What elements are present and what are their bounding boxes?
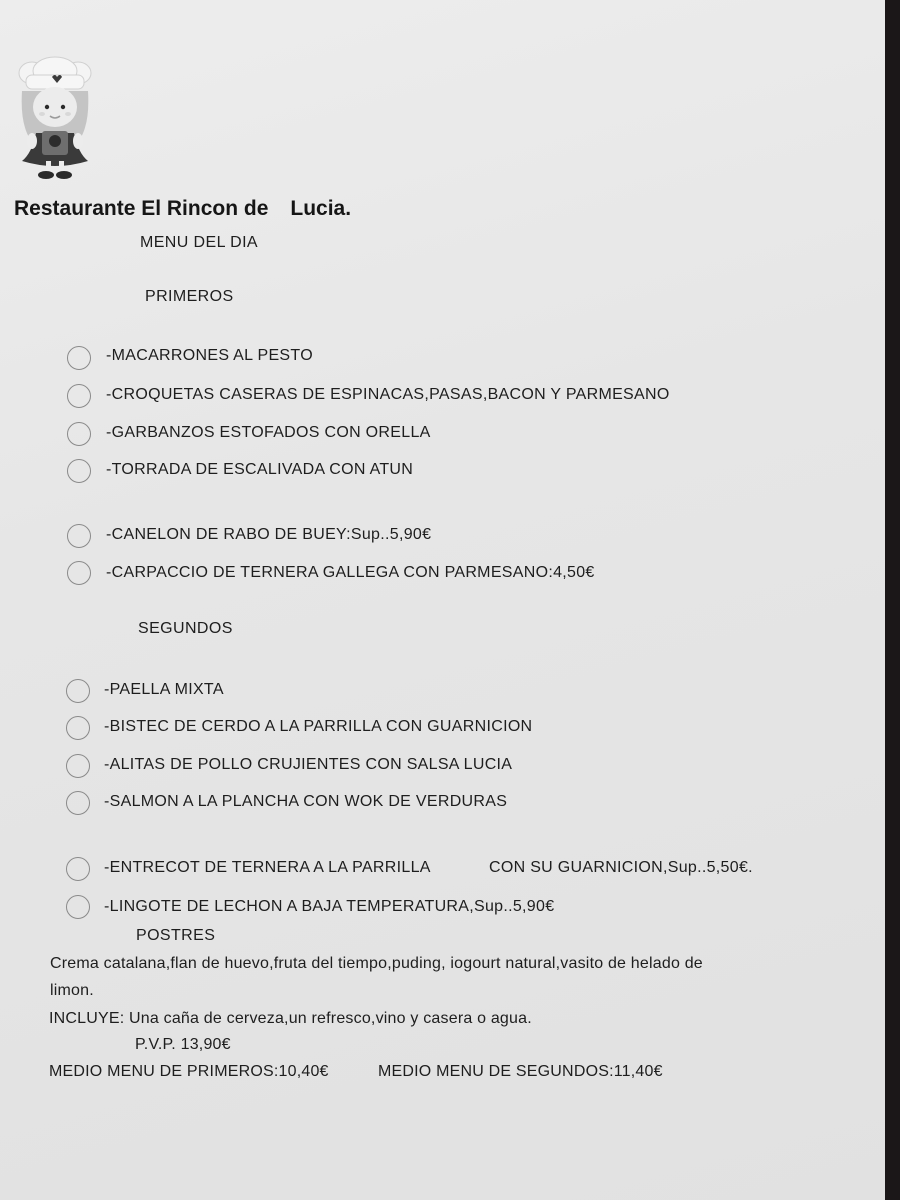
restaurant-title [14, 197, 351, 221]
checkbox-segundo-5[interactable] [66, 857, 90, 881]
checkbox-primero-4[interactable] [67, 459, 91, 483]
segundo-item-4: -SALMON A LA PLANCHA CON WOK DE VERDURAS [104, 793, 508, 810]
checkbox-primero-2[interactable] [67, 384, 91, 408]
primero-item-6: -CARPACCIO DE TERNERA GALLEGA CON PARMESANO:4,50€ [106, 564, 595, 581]
segundo-item-2: -BISTEC DE CERDO A LA PARRILLA CON GUARNICION [104, 718, 533, 735]
primero-item-4: -TORRADA DE ESCALIVADA CON ATUN [106, 461, 414, 478]
checkbox-primero-5[interactable] [67, 524, 91, 548]
medio-menu-segundos: MEDIO MENU DE SEGUNDOS:11,40€ [378, 1063, 663, 1080]
menu-label: MENU DEL DIA [140, 234, 259, 251]
postres-line-1: Crema catalana,flan de huevo,fruta del tiempo,puding, iogourt natural,vasito de helado de [50, 955, 703, 972]
segundo-item-6: -LINGOTE DE LECHON A BAJA TEMPERATURA,Sup..5,90€ [104, 898, 555, 915]
segundo-item-5: -ENTRECOT DE TERNERA A LA PARRILLA [104, 859, 431, 876]
checkbox-segundo-3[interactable] [66, 754, 90, 778]
primero-item-1: -MACARRONES AL PESTO [106, 347, 313, 364]
segundos-heading: SEGUNDOS [138, 620, 233, 637]
primero-item-2: -CROQUETAS CASERAS DE ESPINACAS,PASAS,BACON Y PARMESANO [106, 386, 670, 403]
primeros-heading: PRIMEROS [145, 288, 234, 305]
checkbox-segundo-1[interactable] [66, 679, 90, 703]
checkbox-primero-3[interactable] [67, 422, 91, 446]
checkbox-primero-6[interactable] [67, 561, 91, 585]
pvp-price: P.V.P. 13,90€ [135, 1036, 231, 1053]
checkbox-segundo-4[interactable] [66, 791, 90, 815]
postres-line-2: limon. [50, 982, 94, 999]
segundo-item-3: -ALITAS DE POLLO CRUJIENTES CON SALSA LUCIA [104, 756, 513, 773]
incluye-text: INCLUYE: Una caña de cerveza,un refresco,vino y casera o agua. [49, 1010, 532, 1027]
primero-item-5: -CANELON DE RABO DE BUEY:Sup..5,90€ [106, 526, 432, 543]
postres-heading: POSTRES [136, 927, 216, 944]
medio-menu-primeros: MEDIO MENU DE PRIMEROS:10,40€ [49, 1063, 329, 1080]
primero-item-3: -GARBANZOS ESTOFADOS CON ORELLA [106, 424, 431, 441]
segundo-item-1: -PAELLA MIXTA [104, 681, 224, 698]
checkbox-primero-1[interactable] [67, 346, 91, 370]
checkbox-segundo-6[interactable] [66, 895, 90, 919]
segundo-item-5-extra: CON SU GUARNICION,Sup..5,50€. [489, 859, 753, 876]
checkbox-segundo-2[interactable] [66, 716, 90, 740]
chef-girl-icon [10, 55, 100, 185]
restaurant-title-part2: Lucia. [290, 197, 352, 220]
restaurant-title-part1: Restaurante El Rincon de [14, 197, 269, 220]
